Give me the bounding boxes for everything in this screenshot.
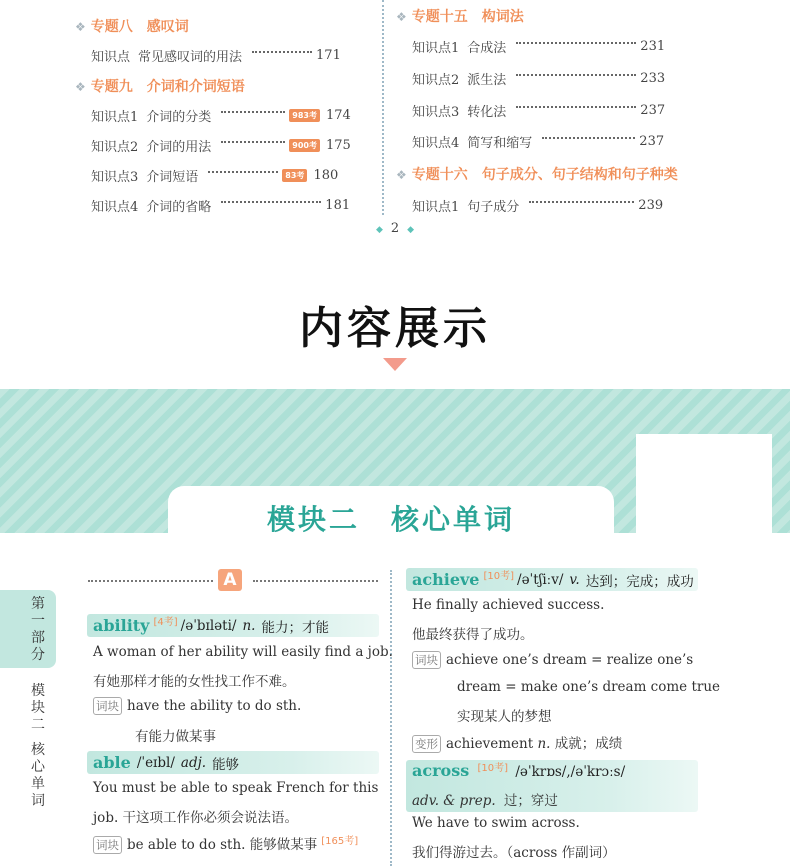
part-of-speech: adv. & prep. xyxy=(412,793,496,809)
example-zh: 我们得游过去。（across 作副词） xyxy=(412,845,616,861)
example-en-zh: job. 干这项工作你必须会说法语。 xyxy=(93,810,299,826)
side-tab-part-label: 第一部分 xyxy=(31,596,45,663)
phonetic: /ˈeɪbl/ xyxy=(136,754,175,771)
module-title: 模块二 核心单词 xyxy=(266,503,515,536)
toc-entry[interactable]: 知识点1 句子成分 239 xyxy=(412,198,664,215)
headword: across xyxy=(412,761,470,780)
word-chunk: 词块 be able to do sth. 能够做某事 [165考] xyxy=(93,833,361,854)
page-number: ◆ 2 ◆ xyxy=(375,221,415,236)
example-en: A woman of her ability will easily find a job. xyxy=(93,644,393,660)
exam-count: [10考] xyxy=(477,763,509,774)
chunk-tag: 词块 xyxy=(412,651,441,669)
example-en: We have to swim across. xyxy=(412,815,580,831)
diamond-icon: ◆ xyxy=(375,225,383,235)
example-en: You must be able to speak French for this xyxy=(93,780,379,796)
column-divider xyxy=(390,570,392,866)
down-arrow-icon xyxy=(383,358,407,371)
word-chunk-cont: dream = make one’s dream come true xyxy=(457,679,721,695)
toc-entry[interactable]: 知识点 常见感叹词的用法 171 xyxy=(91,48,341,65)
diamond-icon: ❖ xyxy=(396,10,407,24)
toc-entry[interactable]: 知识点3 介词短语 83考 180 xyxy=(91,168,339,185)
toc-entry[interactable]: 知识点1 介词的分类 983考 174 xyxy=(91,108,351,125)
toc-heading: ❖ 专题十五 构词法 xyxy=(396,9,524,25)
toc-heading: ❖ 专题九 介词和介词短语 xyxy=(75,79,245,95)
meaning: 能够 xyxy=(212,756,240,773)
diamond-icon: ❖ xyxy=(396,168,407,182)
toc-entry[interactable]: 知识点3 转化法 237 xyxy=(412,103,666,120)
example-zh: 有她那样才能的女性找工作不难。 xyxy=(93,674,296,690)
exam-count-badge: 983考 xyxy=(289,109,320,122)
table-of-contents xyxy=(0,0,790,250)
toc-entry[interactable]: 知识点4 介词的省略 181 xyxy=(91,198,351,215)
letter-heading: A xyxy=(218,569,242,591)
meaning: 过；穿过 xyxy=(503,793,558,809)
side-tab-module-label: 模块二 xyxy=(31,683,45,733)
word-entry-able[interactable] xyxy=(87,751,379,774)
word-chunk: 词块 achieve one’s dream = realize one’s xyxy=(412,651,693,669)
toc-entry[interactable]: 知识点1 合成法 231 xyxy=(412,39,666,56)
section-title: 内容展示 xyxy=(299,303,491,354)
exam-count-badge: 83考 xyxy=(282,169,307,182)
toc-heading: ❖ 专题八 感叹词 xyxy=(75,19,189,35)
headword: able xyxy=(93,753,131,772)
chunk-zh: 实现某人的梦想 xyxy=(457,709,552,725)
variant-tag: 变形 xyxy=(412,735,441,753)
phonetic: /əˈtʃiːv/ xyxy=(517,571,564,588)
across-headline xyxy=(412,761,625,780)
diamond-icon: ❖ xyxy=(75,80,86,94)
chunk-tag: 词块 xyxy=(93,697,122,715)
exam-count: [165考] xyxy=(321,836,359,847)
across-pos-meaning xyxy=(412,789,558,809)
part-of-speech: v. xyxy=(569,571,580,588)
chunk-tag: 词块 xyxy=(93,836,122,854)
exam-count: [4考] xyxy=(153,617,178,628)
meaning: 达到；完成；成功 xyxy=(585,573,694,590)
toc-entry[interactable]: 知识点2 派生法 233 xyxy=(412,71,666,88)
example-zh: 他最终获得了成功。 xyxy=(412,627,534,643)
phonetic: /əˈbɪləti/ xyxy=(180,617,237,634)
part-of-speech: adj. xyxy=(180,754,207,771)
phonetic: /əˈkrɒs/,/əˈkrɔːs/ xyxy=(515,764,626,780)
toc-heading: ❖ 专题十六 句子成分、句子结构和句子种类 xyxy=(396,167,678,183)
side-tab-topic-label: 核心单词 xyxy=(31,742,45,809)
exam-count-badge: 900考 xyxy=(289,139,320,152)
toc-divider xyxy=(382,0,384,215)
word-chunk: 词块 have the ability to do sth. xyxy=(93,697,301,715)
meaning: 能力；才能 xyxy=(261,619,329,636)
diamond-icon: ◆ xyxy=(407,225,415,235)
part-of-speech: n. xyxy=(242,617,256,634)
banner-white-block xyxy=(636,434,772,534)
exam-count: [10考] xyxy=(483,571,515,582)
word-entry-ability[interactable] xyxy=(87,614,379,637)
word-variant: 变形 achievement n. 成就；成绩 xyxy=(412,732,622,753)
headword: ability xyxy=(93,616,150,635)
toc-entry[interactable]: 知识点4 简写和缩写 237 xyxy=(412,134,665,151)
example-en: He finally achieved success. xyxy=(412,597,605,613)
headword: achieve xyxy=(412,570,480,589)
chunk-zh: 有能力做某事 xyxy=(135,729,216,745)
diamond-icon: ❖ xyxy=(75,20,86,34)
toc-entry[interactable]: 知识点2 介词的用法 900考 175 xyxy=(91,138,351,155)
word-entry-achieve[interactable] xyxy=(406,568,698,591)
